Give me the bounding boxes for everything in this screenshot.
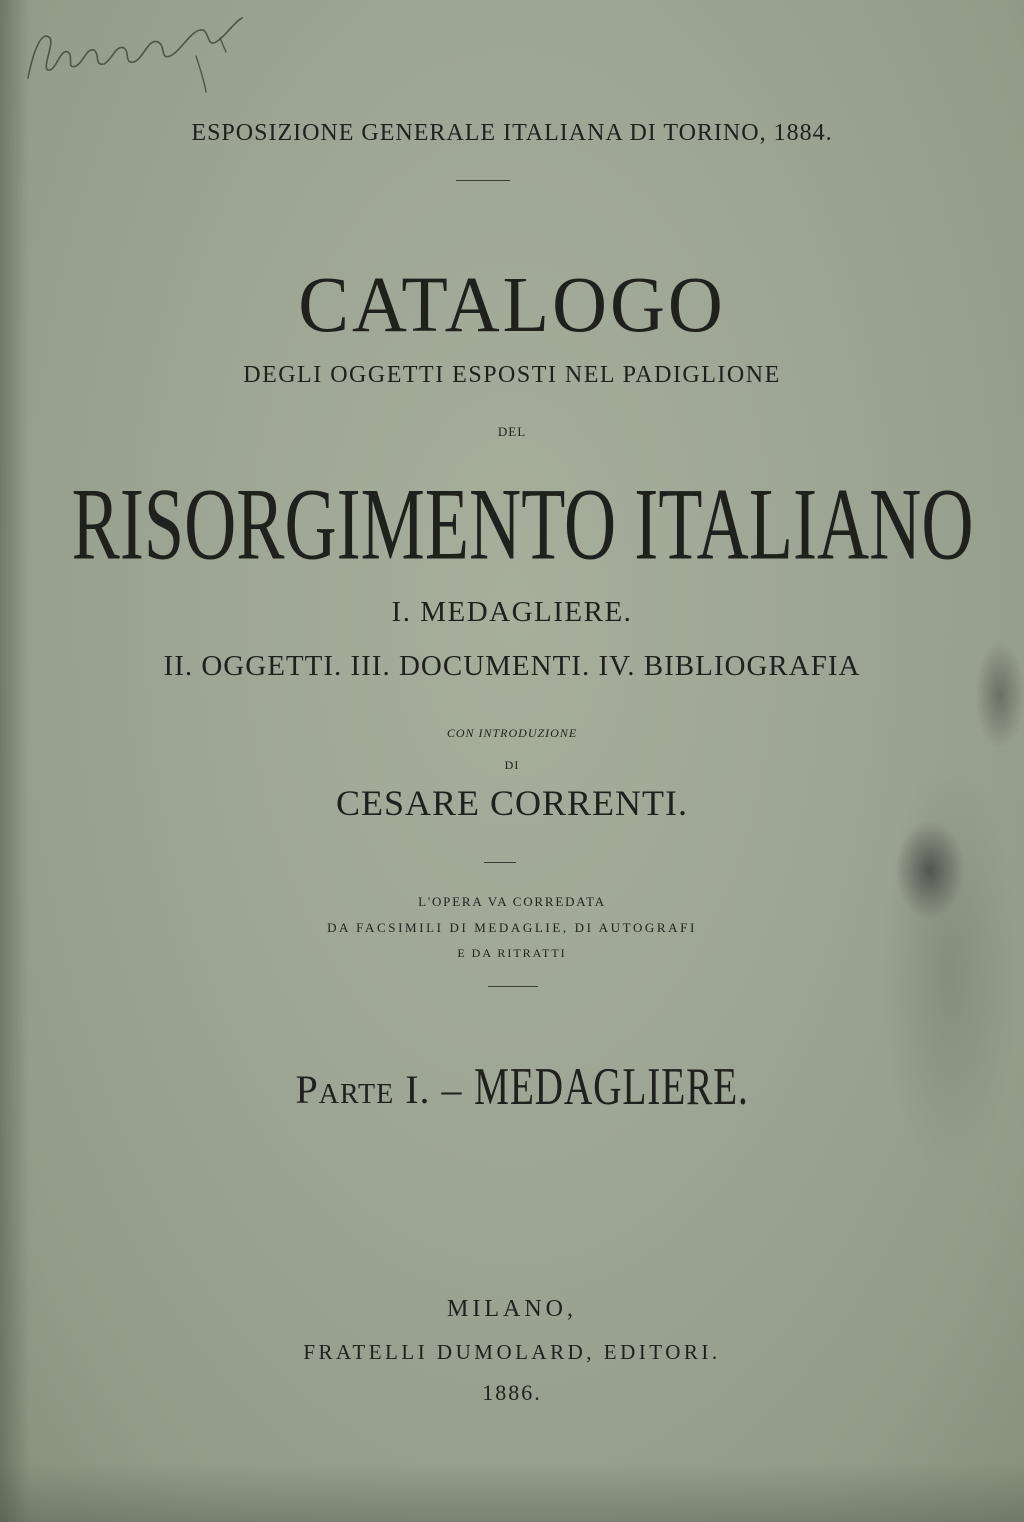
imprint-publisher: FRATELLI DUMOLARD, EDITORI.: [303, 1340, 721, 1364]
note-line-2: DA FACSIMILI DI MEDAGLIE, DI AUTOGRAFI: [327, 920, 697, 935]
catalog-subtitle: DEGLI OGGETTI ESPOSTI NEL PADIGLIONE: [243, 362, 781, 388]
note-line-3: E DA RITRATTI: [457, 946, 567, 960]
exhibition-header: ESPOSIZIONE GENERALE ITALIANA DI TORINO, 1884.: [191, 120, 833, 146]
handwritten-signature: [20, 8, 250, 98]
part-number: I.: [405, 1067, 431, 1112]
part-heading: [0, 1057, 1024, 1117]
imprint-place: MILANO,: [447, 1296, 577, 1322]
paper-bottom-shadow: [0, 1462, 1024, 1522]
divider: [456, 180, 510, 181]
note-line-1: L'OPERA VA CORREDATA: [418, 894, 606, 909]
title-connector: DEL: [497, 424, 527, 439]
catalog-title: CATALOGO: [298, 260, 726, 350]
sections-list: II. OGGETTI. III. DOCUMENTI. IV. BIBLIOGRAFIA: [163, 650, 861, 682]
main-heading: RISORGIMENTO ITALIANO: [71, 468, 974, 582]
introduction-label: CON INTRODUZIONE: [446, 726, 578, 740]
part-label: Parte: [295, 1067, 395, 1112]
divider: [488, 986, 538, 987]
part-dash: –: [441, 1067, 463, 1112]
divider: [484, 862, 516, 863]
imprint-year: 1886.: [482, 1380, 542, 1405]
introduction-author: CESARE CORRENTI.: [335, 783, 689, 823]
section-medagliere: I. MEDAGLIERE.: [391, 596, 633, 628]
introduction-di: DI: [504, 758, 520, 772]
handwritten-signature-drawing: [20, 8, 250, 98]
part-name: MEDAGLIERE.: [473, 1057, 749, 1117]
